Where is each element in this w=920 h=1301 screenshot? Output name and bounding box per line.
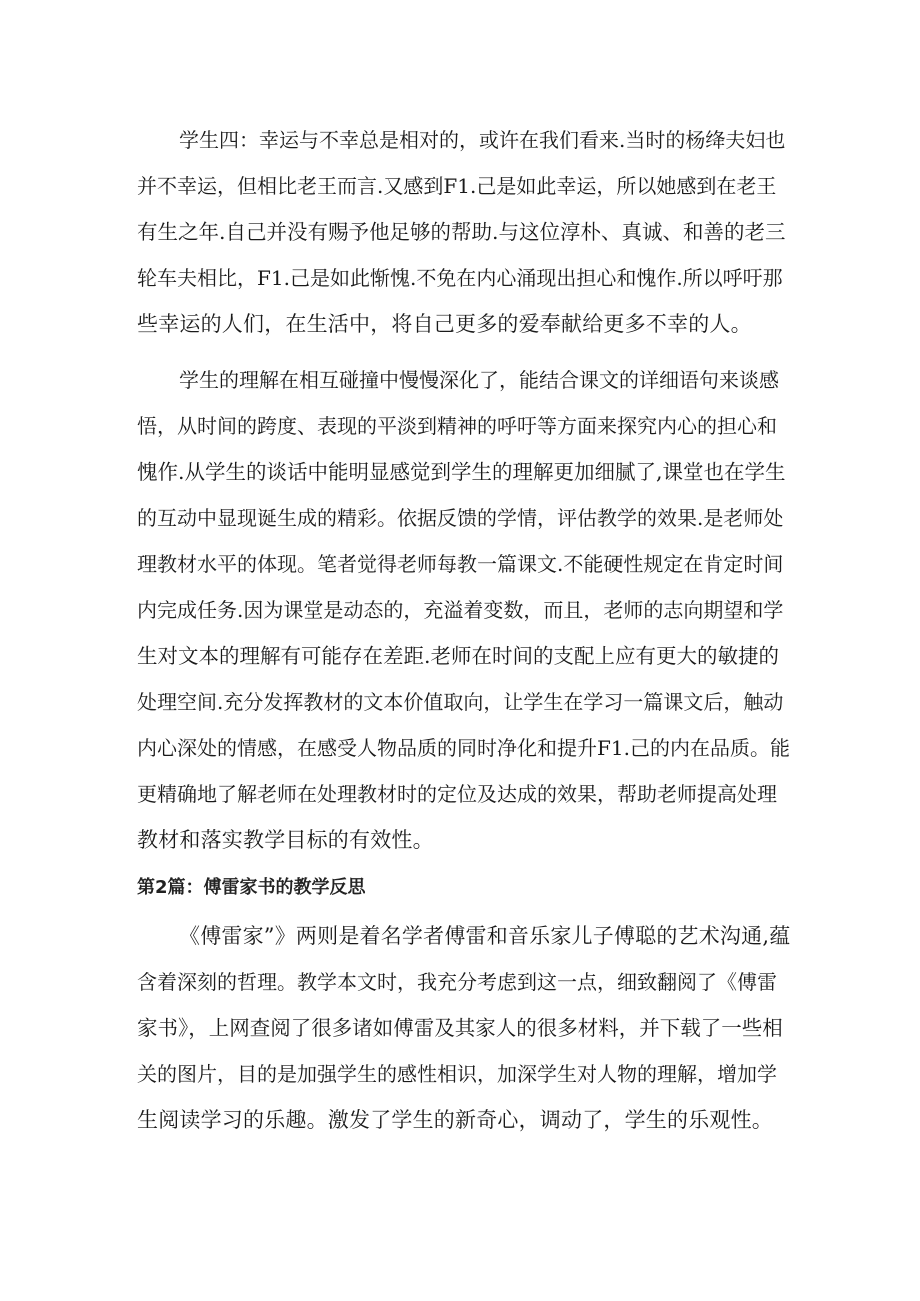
paragraph-line: 轮车夫相比，F1.己是如此惭愧.不免在内心涌现出担心和愧作.所以呼吁那 — [137, 266, 783, 290]
paragraph-line: 悟，从时间的跨度、表现的平淡到精神的呼吁等方面来探究内心的担心和 — [137, 414, 777, 438]
section-heading: 第2篇：傅雷家书的教学反思 — [137, 877, 366, 898]
paragraph-line: 生对文本的理解有可能存在差距.老师在时间的支配上应有更大的敏捷的 — [137, 644, 780, 668]
paragraph-line: 家书》，上网查阅了很多诸如傅雷及其家人的很多材料，并下载了一些相 — [137, 1016, 783, 1040]
paragraph-line: 些幸运的人们，在生活中，将自己更多的爱奉献给更多不幸的人。 — [137, 312, 752, 336]
paragraph-line: 学生的理解在相互碰撞中慢慢深化了，能结合课文的详细语句来谈感 — [179, 368, 779, 392]
paragraph-line: 内完成任务.因为课堂是动态的，充溢着变数，而且，老师的志向期望和学 — [137, 598, 784, 622]
paragraph-line: 关的图片，目的是加强学生的感性相识，加深学生对人物的理解，增加学 — [137, 1062, 777, 1086]
paragraph-line: 内心深处的情感，在感受人物品质的同时净化和提升F1.己的内在品质。能 — [137, 736, 790, 760]
paragraph-line: 《傅雷家”》两则是着名学者傅雷和音乐家儿子傅聪的艺术沟通,蕴 — [179, 924, 791, 948]
paragraph-line: 的互动中显现诞生成的精彩。依据反馈的学情，评估教学的效果.是老师处 — [137, 506, 784, 530]
paragraph-line: 理教材水平的体现。笔者觉得老师每教一篇课文.不能硬性规定在肯定时间 — [137, 552, 784, 576]
paragraph-line: 并不幸运，但相比老王而言.又感到F1.己是如此幸运，所以她感到在老王 — [137, 174, 777, 198]
paragraph-line: 教材和落实教学目标的有效性。 — [137, 828, 434, 852]
paragraph-line: 更精确地了解老师在处理教材时的定位及达成的效果，帮助老师提高处理 — [137, 782, 777, 806]
paragraph-line: 生阅读学习的乐趣。激发了学生的新奇心，调动了，学生的乐观性。 — [137, 1108, 773, 1132]
paragraph-line: 有生之年.自己并没有赐予他足够的帮助.与这位淳朴、真诚、和善的老三 — [137, 220, 786, 244]
paragraph-line: 处理空间.充分发挥教材的文本价值取向，让学生在学习一篇课文后，触动 — [137, 690, 784, 714]
paragraph-line: 学生四：幸运与不幸总是相对的，或许在我们看来.当时的杨绛夫妇也 — [179, 128, 786, 152]
paragraph-line: 愧作.从学生的谈话中能明显感觉到学生的理解更加细腻了,课堂也在学生 — [137, 460, 786, 484]
paragraph-line: 含着深刻的哲理。教学本文时，我充分考虑到这一点，细致翻阅了《傅雷 — [137, 970, 777, 994]
